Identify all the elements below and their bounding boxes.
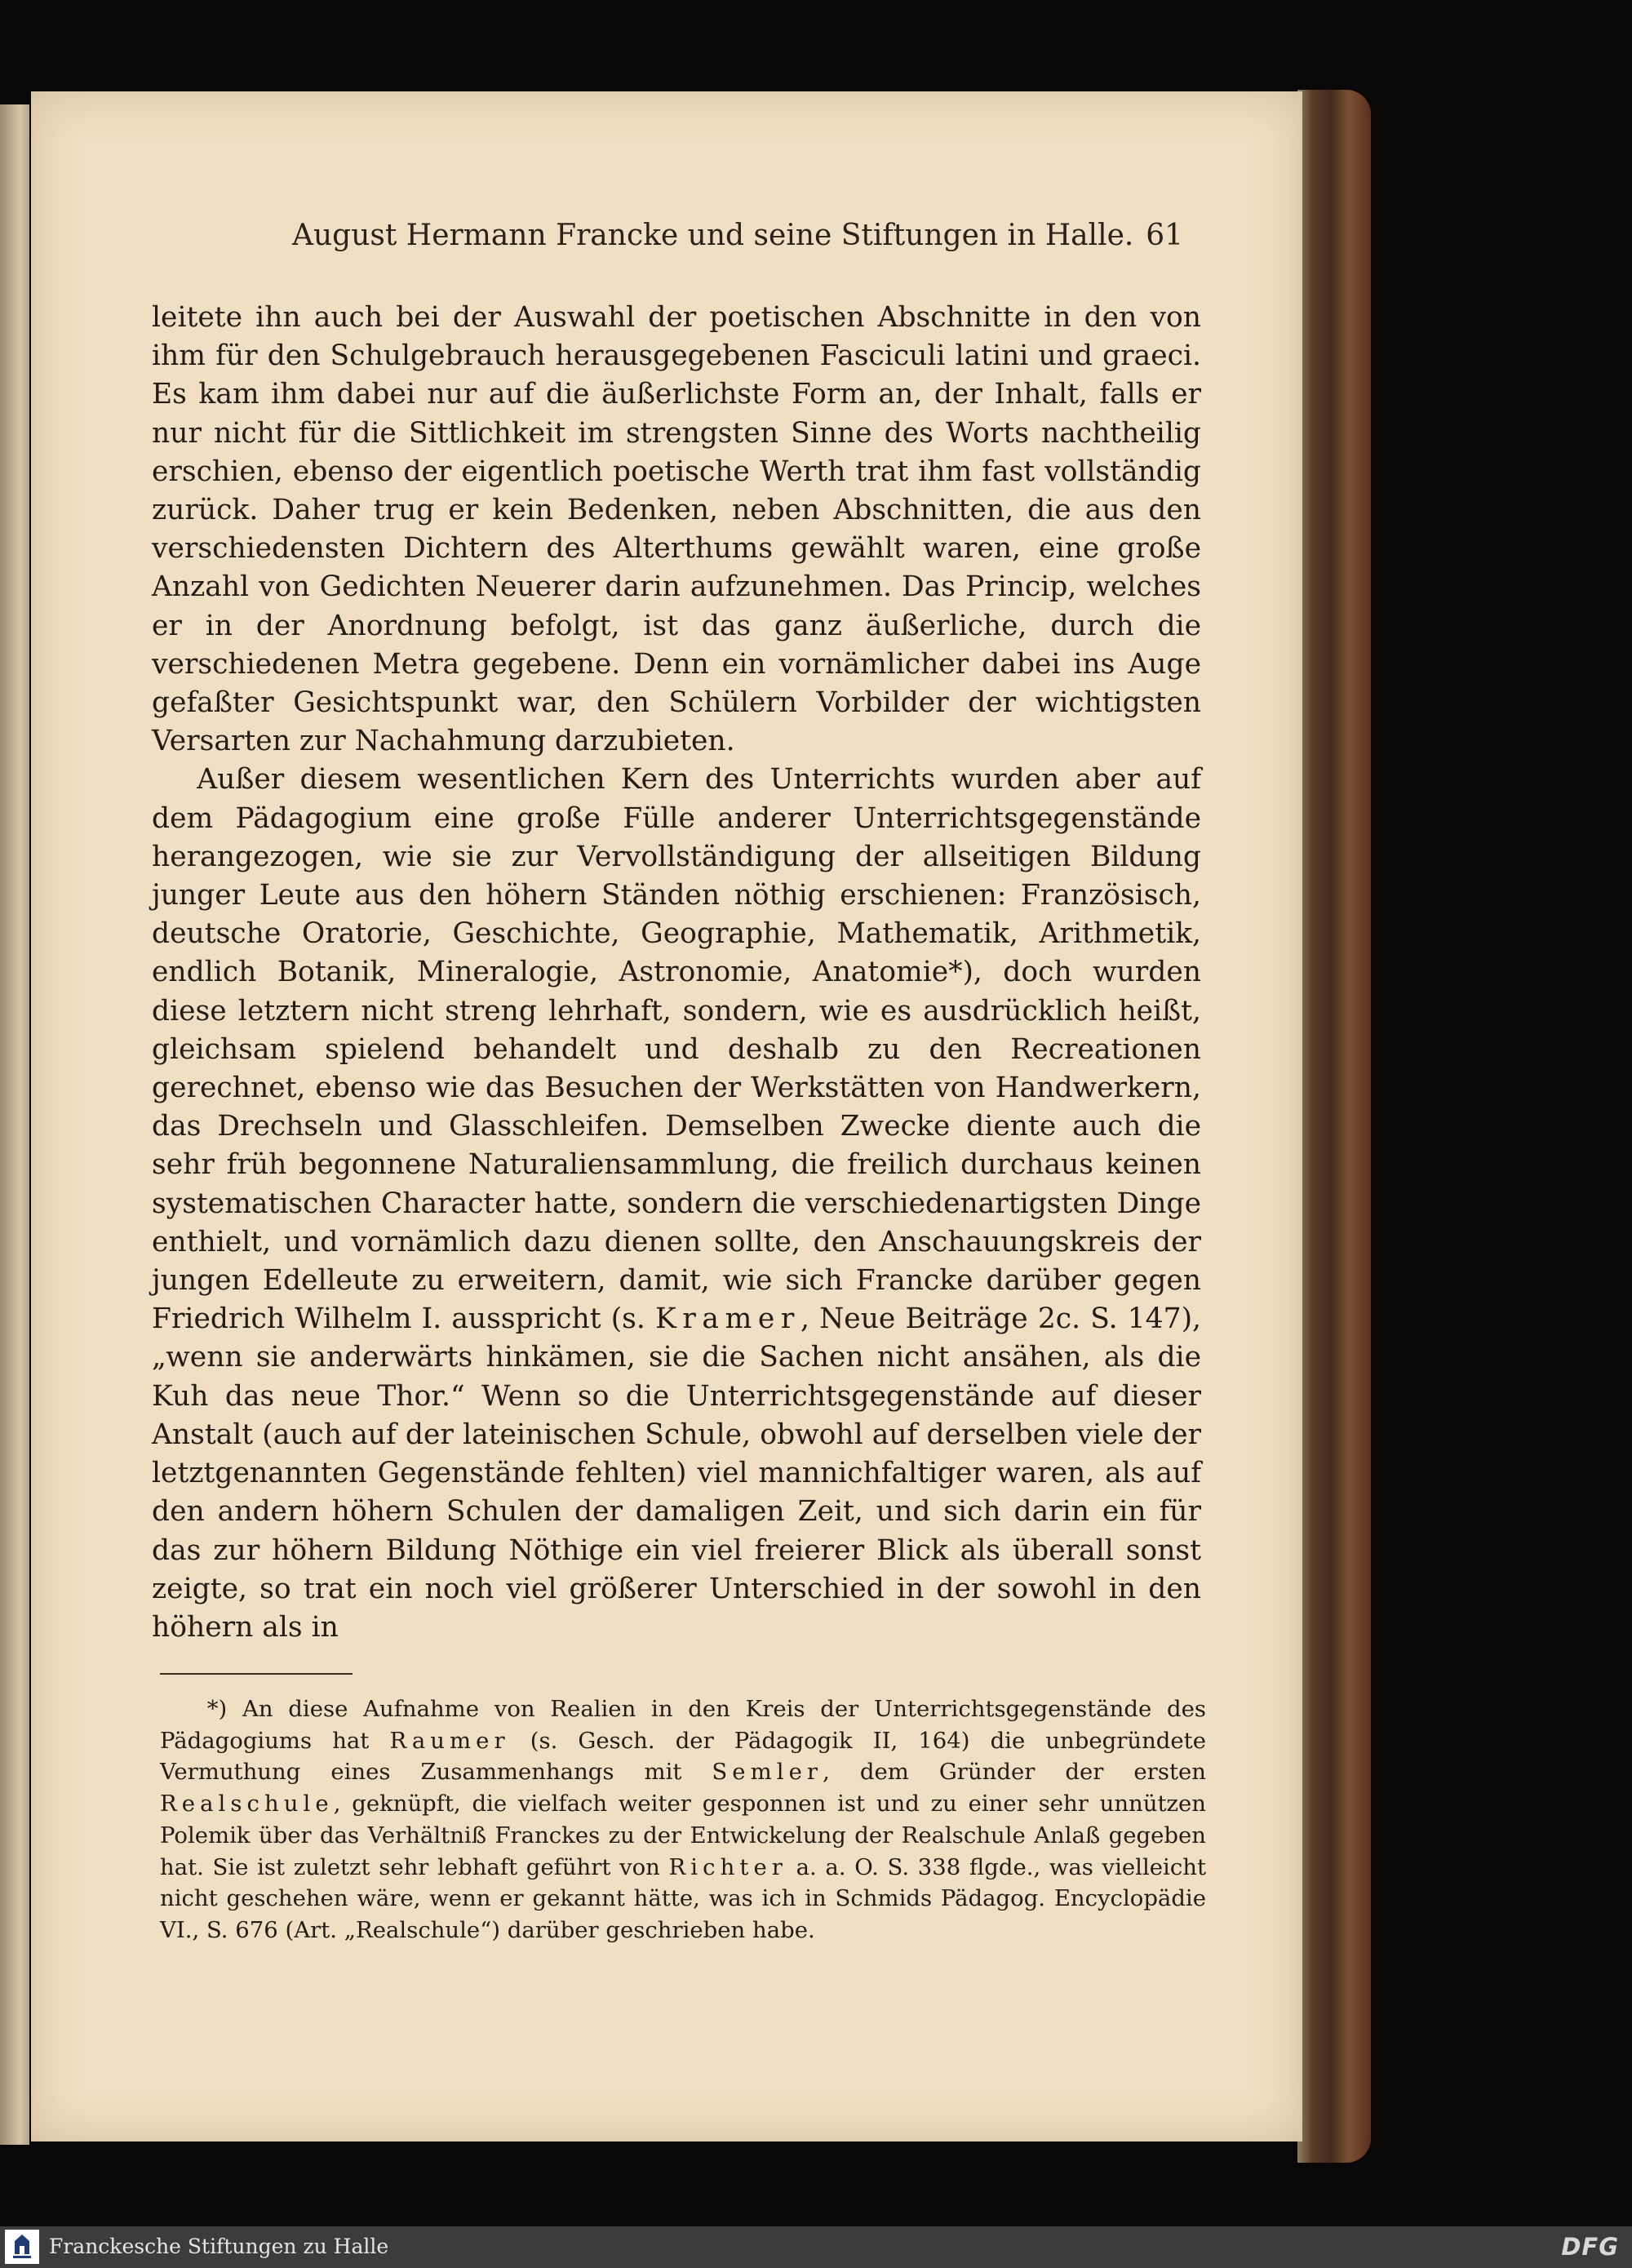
footnote-author-name: Raumer bbox=[389, 1727, 510, 1754]
running-head bbox=[259, 219, 1183, 268]
paragraph: leitete ihn auch bei der Auswahl der poetischen Abschnitte in den von ihm für den Schulgebrauch herausgegebenen Fasciculi latini und graeci. Es kam ihm dabei nur auf die äußerlichste Form an, der Inhalt, falls er nur nicht für die Sittlichkeit im strengsten Sinne des Worts nachtheilig erschien, ebenso der eigentlich poetische Werth trat ihm fast vollständig zurück. Daher trug er kein Bedenken, neben Abschnitten, die aus den verschiedensten Dichtern des Alterthums gewählt waren, eine große Anzahl von Gedichten Neuerer darin aufzunehmen. Das Princip, welches er in der Anordnung befolgt, ist das ganz äußerliche, durch die verschiedenen Metra gegebene. Denn ein vornämlicher dabei ins Auge gefaßter Gesichtspunkt war, den Schülern Vorbilder der wichtigsten Versarten zur Nachahmung darzubieten. bbox=[152, 301, 1201, 758]
dfg-logo[interactable]: DFG bbox=[1561, 2233, 1619, 2261]
franckesche-stiftungen-logo-icon bbox=[5, 2230, 39, 2264]
footnote-text: *) An diese Aufnahme von Realien in den Kreis der Unterrichtsgegenstände des Pädagogiums hat bbox=[160, 1696, 1206, 1754]
footnote-author-name: Richter bbox=[668, 1853, 787, 1880]
footnote-divider bbox=[160, 1673, 353, 1675]
footnote-author-name: Semler bbox=[712, 1759, 823, 1786]
running-title: August Hermann Francke und seine Stiftungen in Halle. bbox=[292, 219, 1134, 252]
paragraph bbox=[152, 761, 1201, 1647]
footnote-term: Realschule bbox=[160, 1791, 334, 1818]
footnote-text: (s. Gesch. der Pädagogik II, 164) die unbegründete Vermuthung eines Zusammenhangs mit bbox=[160, 1727, 1206, 1786]
paragraph-text: Außer diesem wesentlichen Kern des Unterrichts wurden aber auf dem Pädagogium eine große Fülle anderer Unterrichtsgegenstände herangezogen, wie sie zur Vervollständigung der allseitigen Bildung junger Leute aus den höhern Ständen nöthig erschienen: Französisch, deutsche Oratorie, Geschichte, Geographie, Mathematik, Arithmetik, endlich Botanik, Mineralogie, Astronomie, Anatomie*), doch wurden diese letztern nicht streng lehrhaft, sondern, wie es ausdrücklich heißt, gleichsam spielend behandelt und deshalb zu den Recreationen gerechnet, ebenso wie das Besuchen der Werkstätten von Handwerkern, das Drechseln und Glasschleifen. Demselben Zwecke diente auch die sehr früh begonnene Naturaliensammlung, die freilich durchaus keinen systematischen Character hatte, sondern die verschiedenartigsten Dinge enthielt, und vornämlich dazu dienen sollte, den Anschauungskreis der jungen Edelleute zu erweitern, damit, wie sich Francke darüber gegen Friedrich Wilhelm I. ausspricht (s. bbox=[152, 763, 1201, 1336]
page-number: 61 bbox=[1146, 219, 1183, 252]
footnote-text: a. a. O. S. 338 flgde., was vielleicht nicht geschehen wäre, wenn er gekannt hätte, was ich in Schmids Pädagog. Encyclopädie VI., S. 676 (Art. „Realschule“) darüber geschrieben habe. bbox=[160, 1853, 1206, 1943]
paragraph-text: , Neue Beiträge 2c. S. 147), „wenn sie anderwärts hinkämen, sie die Sachen nicht ansähen, als die Kuh das neue Thor.“ Wenn so die Unterrichtsgegenstände auf dieser Anstalt (auch auf der lateinischen Schule, obwohl auf derselben viele der letztgenannten Gegenstände fehlten) viel mannichfaltiger waren, als auf den andern höhern Schulen der damaligen Zeit, und sich darin ein für das zur höhern Bildung Nöthige ein viel freierer Blick als überall sonst zeigte, so trat ein noch viel größerer Unterschied in der sowohl in den höhern als in bbox=[152, 1303, 1201, 1644]
footnote-text: , dem Gründer der ersten bbox=[823, 1759, 1206, 1786]
book-edge bbox=[1297, 90, 1371, 2163]
footer-institution-label[interactable]: Franckesche Stiftungen zu Halle bbox=[49, 2235, 389, 2258]
facing-page-edge bbox=[0, 104, 29, 2145]
viewer-footer bbox=[0, 2226, 1632, 2268]
author-name: Kramer bbox=[654, 1303, 800, 1336]
footnote bbox=[160, 1693, 1206, 1946]
footnote-text: , geknüpft, die vielfach weiter gesponnen ist und zu einer sehr unnützen Polemik über das Verhältniß Franckes zu der Entwickelung der Realschule Anlaß gegeben hat. Sie ist zuletzt sehr lebhaft geführt von bbox=[160, 1791, 1206, 1880]
body-text bbox=[152, 299, 1201, 1647]
